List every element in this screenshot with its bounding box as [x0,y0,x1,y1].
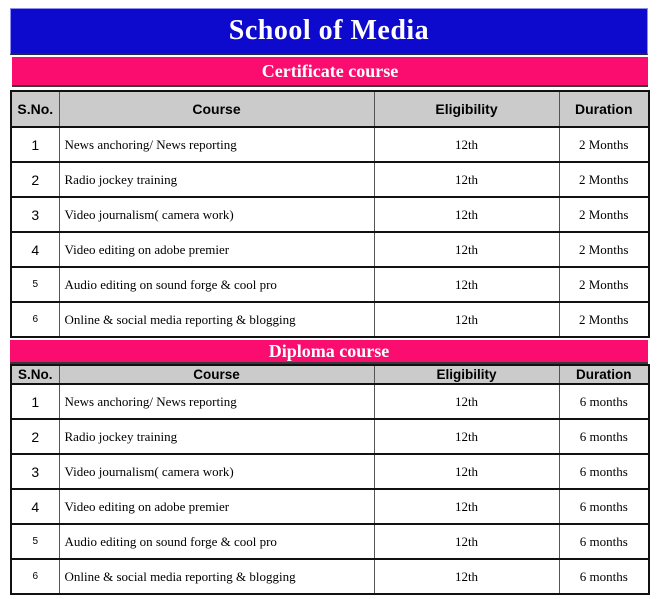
table-row [11,127,649,162]
course-cell: Audio editing on sound forge & cool pro [59,524,374,559]
table-row [11,197,649,232]
course-cell: Video journalism( camera work) [59,197,374,232]
eligibility-cell: 12th [374,232,559,267]
section-title-diploma: Diploma course [268,340,390,361]
duration-cell: 2 Months [559,127,649,162]
course-cell: Radio jockey training [59,419,374,454]
sno-cell: 1 [11,127,59,162]
section-band-diploma [10,340,648,364]
eligibility-cell: 12th [374,162,559,197]
table-row [11,489,649,524]
eligibility-cell: 12th [374,419,559,454]
sno-cell: 5 [11,267,59,302]
sno-cell: 5 [11,524,59,559]
table-row [11,384,649,419]
document [10,8,648,595]
table-row [11,454,649,489]
course-cell: Online & social media reporting & blogging [59,302,374,337]
table-row [11,524,649,559]
duration-cell: 6 months [559,524,649,559]
course-cell: Radio jockey training [59,162,374,197]
course-cell: Video editing on adobe premier [59,489,374,524]
table-row [11,162,649,197]
column-header-duration: Duration [559,91,649,127]
eligibility-cell: 12th [374,559,559,594]
table-row [11,267,649,302]
eligibility-cell: 12th [374,489,559,524]
duration-cell: 2 Months [559,302,649,337]
column-header-sno: S.No. [11,365,59,384]
table-row [11,559,649,594]
sno-cell: 2 [11,419,59,454]
table-row [11,419,649,454]
course-cell: Video journalism( camera work) [59,454,374,489]
sno-cell: 2 [11,162,59,197]
diploma-course-table [10,364,650,595]
duration-cell: 6 months [559,454,649,489]
table-row [11,232,649,267]
page-title: School of Media [228,15,430,46]
sno-cell: 1 [11,384,59,419]
duration-cell: 2 Months [559,267,649,302]
sno-cell: 3 [11,197,59,232]
course-cell: Online & social media reporting & blogging [59,559,374,594]
certificate-header-row [11,91,649,127]
eligibility-cell: 12th [374,267,559,302]
course-cell: Video editing on adobe premier [59,232,374,267]
eligibility-cell: 12th [374,197,559,232]
sno-cell: 3 [11,454,59,489]
sno-cell: 6 [11,302,59,337]
section-title-certificate: Certificate course [261,60,399,81]
duration-cell: 6 months [559,419,649,454]
column-header-course: Course [59,91,374,127]
duration-cell: 6 months [559,489,649,524]
course-cell: Audio editing on sound forge & cool pro [59,267,374,302]
sno-cell: 4 [11,489,59,524]
table-row [11,302,649,337]
sno-cell: 4 [11,232,59,267]
duration-cell: 6 months [559,559,649,594]
duration-cell: 2 Months [559,232,649,267]
certificate-course-table [10,90,650,338]
eligibility-cell: 12th [374,302,559,337]
title-band [10,8,648,55]
sno-cell: 6 [11,559,59,594]
column-header-course: Course [59,365,374,384]
eligibility-cell: 12th [374,524,559,559]
column-header-sno: S.No. [11,91,59,127]
column-header-eligibility: Eligibility [374,91,559,127]
course-cell: News anchoring/ News reporting [59,127,374,162]
section-band-certificate [12,57,648,87]
eligibility-cell: 12th [374,127,559,162]
course-cell: News anchoring/ News reporting [59,384,374,419]
eligibility-cell: 12th [374,384,559,419]
diploma-header-row [11,365,649,384]
eligibility-cell: 12th [374,454,559,489]
duration-cell: 2 Months [559,162,649,197]
duration-cell: 6 months [559,384,649,419]
column-header-eligibility: Eligibility [374,365,559,384]
duration-cell: 2 Months [559,197,649,232]
column-header-duration: Duration [559,365,649,384]
